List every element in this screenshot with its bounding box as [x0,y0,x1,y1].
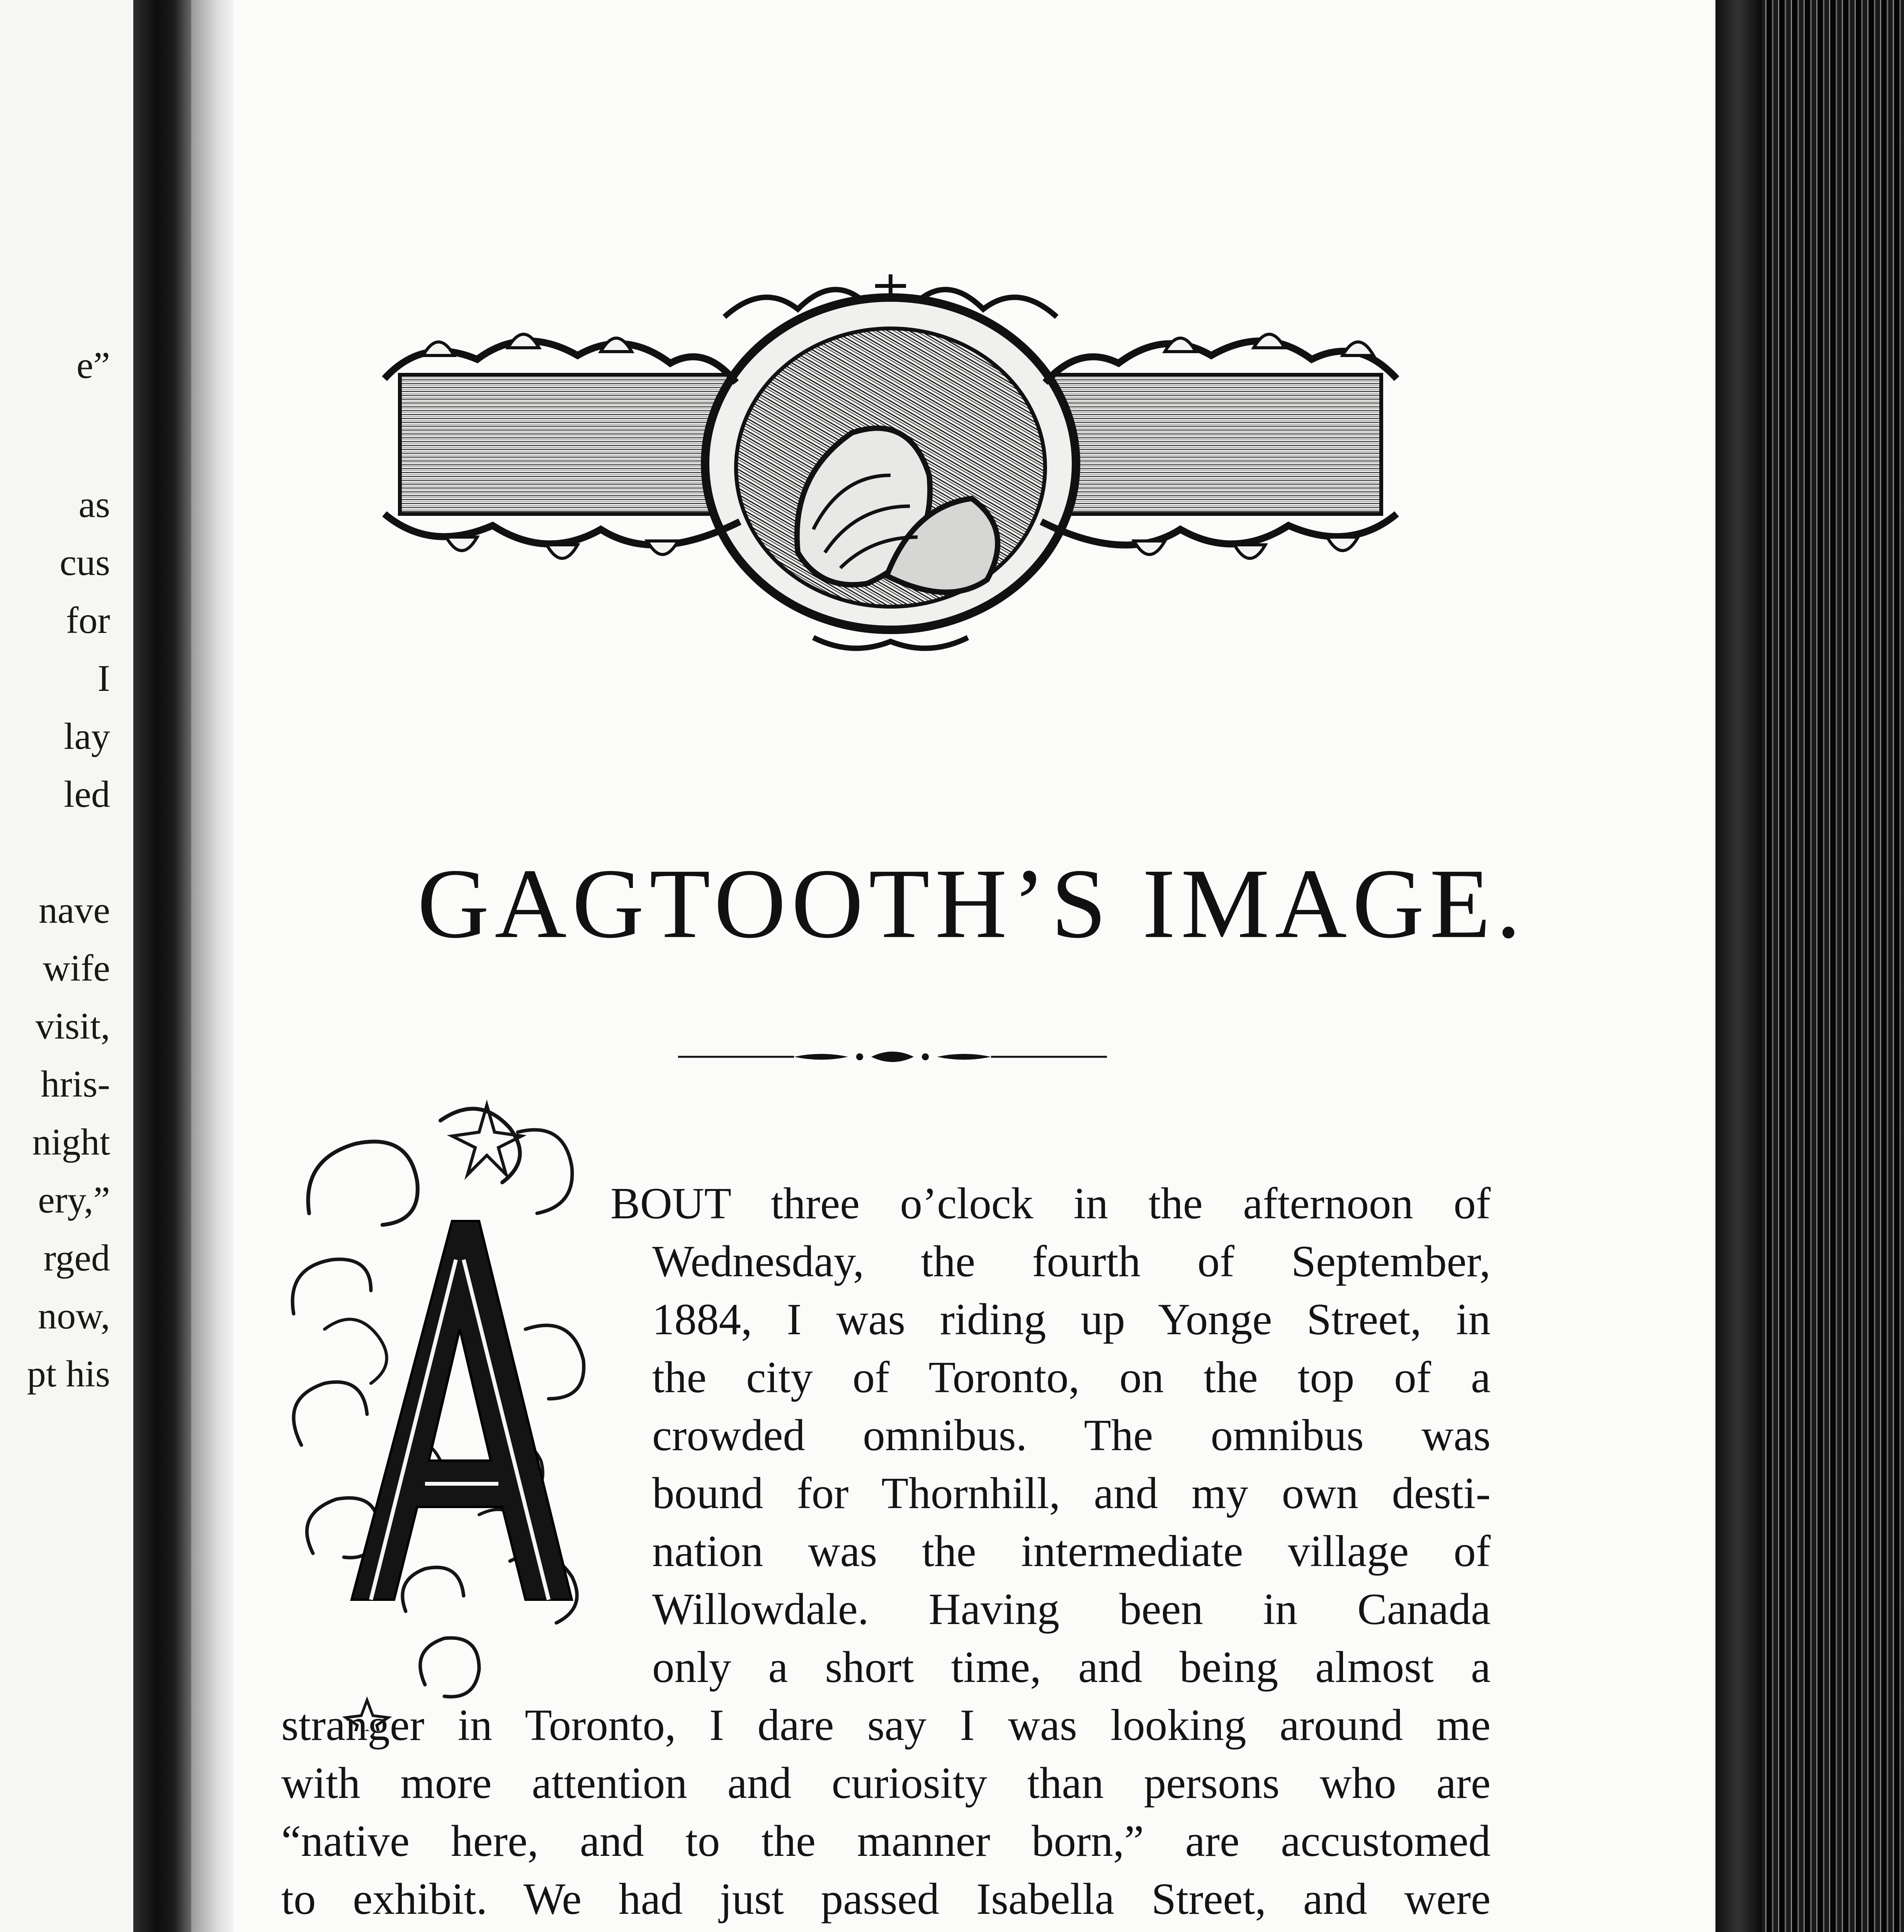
left-page [0,0,133,1932]
text-line: stranger in Toronto, I dare say I was looking around me [281,1701,1491,1750]
text-line: Willowdale. Having been in Canada [652,1585,1491,1634]
text-line: to exhibit. We had just passed Isabella Street, and were [281,1874,1491,1923]
text-line: “native here, and to the manner born,” are accustomed [281,1816,1491,1866]
book-gutter [133,0,191,1932]
ornamental-rule [678,1043,1107,1070]
left-page-line: cus [60,542,110,583]
left-page-line: hris- [41,1063,110,1105]
text-line: with more attention and curiosity than persons who are [281,1759,1491,1808]
left-page-line: lay [64,716,110,757]
text-line: crowded omnibus. The omnibus was [652,1411,1491,1460]
left-page-line: nave [39,889,110,931]
left-page-line: as [78,484,110,526]
left-page-line: I [90,658,110,699]
text-line: 1884, I was riding up Yonge Street, in [652,1295,1491,1344]
left-page-line: e” [76,345,110,386]
engraved-headpiece-illustration [377,259,1404,661]
text-line: bound for Thornhill, and my own desti- [652,1469,1491,1518]
left-page-line: night [32,1121,110,1163]
decorative-drop-cap-illustration [278,1097,610,1731]
page-edge-shadow [1715,0,1762,1932]
text-line: Wednesday, the fourth of September, [652,1237,1491,1286]
left-page-line: for [66,600,110,641]
text-line: nation was the intermediate village of [652,1527,1491,1576]
left-page-line: visit, [35,1005,110,1047]
left-page-line: led [64,774,110,815]
left-page-line: pt his [27,1353,110,1395]
text-line [281,1928,1491,1932]
left-page-line: wife [42,947,110,989]
left-page-line: ery,” [38,1179,110,1221]
page-title: GAGTOOTH’S IMAGE. [417,848,1527,959]
left-page-line: now, [38,1295,110,1337]
text-line: BOUT three o’clock in the afternoon of [610,1179,1491,1228]
left-page-line: rged [43,1237,110,1279]
gutter-shadow [191,0,234,1932]
text-line: the city of Toronto, on the top of a [652,1353,1491,1402]
text-line: only a short time, and being almost a [652,1643,1491,1692]
